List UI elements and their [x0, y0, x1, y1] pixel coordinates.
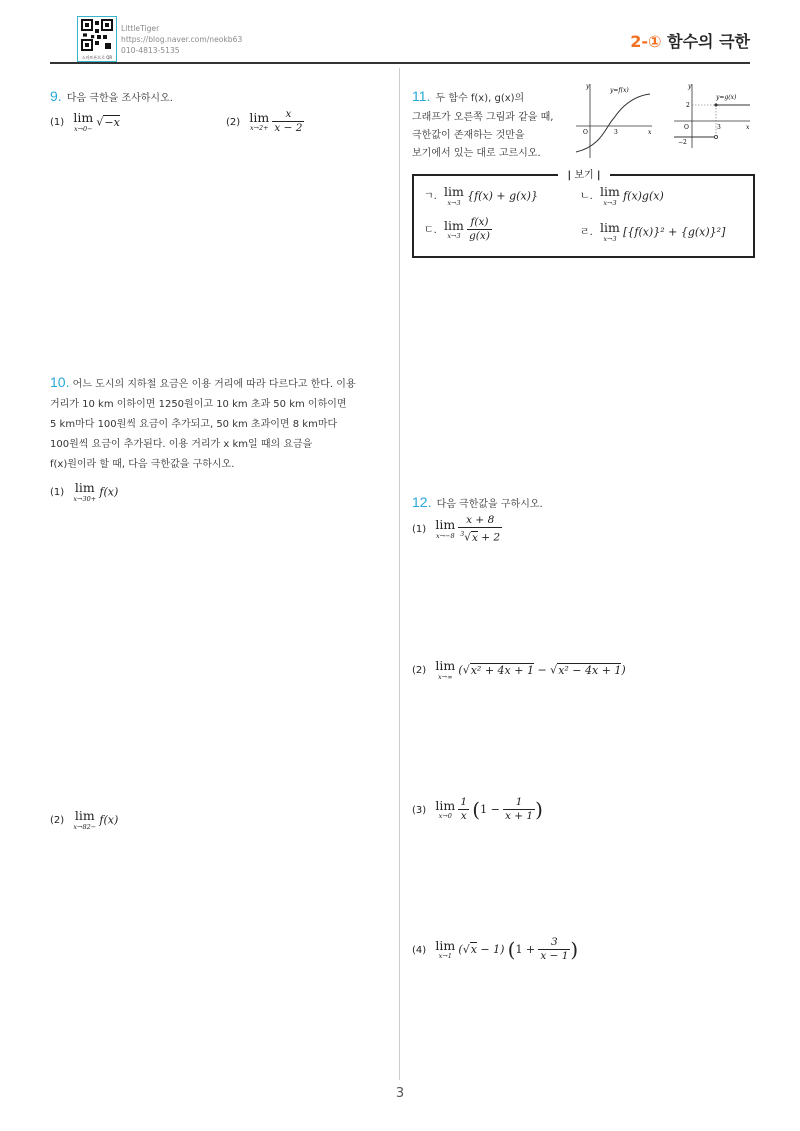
question-label: (1)	[412, 524, 427, 536]
graph-f	[572, 80, 658, 160]
problem-number: 10.	[50, 374, 70, 390]
brand-phone: 010-4813-5135	[121, 46, 180, 55]
fraction	[467, 216, 492, 243]
brand-url[interactable]: https://blog.naver.com/neokb63	[121, 35, 243, 44]
tick-3: 3	[717, 124, 721, 131]
problem-number: 9.	[50, 88, 62, 104]
question-label: (2)	[412, 665, 427, 676]
bogi-item-2	[580, 186, 664, 206]
question-label: (2)	[226, 116, 241, 128]
problem-line: f(x)원이라 할 때, 다음 극한값을 구하시오.	[50, 459, 235, 470]
limit-subscript: x→3	[447, 232, 461, 240]
problem-number: 11.	[412, 88, 431, 104]
root-index: 3	[460, 531, 465, 538]
limit-subscript: x→30+	[73, 494, 97, 503]
limit-subscript: x→2+	[249, 124, 269, 132]
limit-operator: lim x→3	[600, 184, 620, 207]
tick-2: 2	[686, 102, 690, 109]
limit-subscript: x→∞	[438, 672, 453, 681]
limit-operator: lim x→−8	[435, 517, 456, 540]
problem-12-q3: (3) lim x→0 $\frac{1}{x}$ (1 − $\frac{1}{x + 1}$ )	[412, 796, 543, 822]
bogi-item-4	[580, 222, 725, 242]
limit-subscript: x→1	[438, 952, 452, 960]
problem-text: 다음 극한을 조사하시오.	[66, 93, 173, 104]
limit-operator: lim x→1	[435, 937, 456, 960]
chapter-title: 함수의 극한	[667, 32, 750, 51]
qr-code-icon	[81, 19, 113, 51]
limit-subscript: x→3	[603, 234, 617, 243]
question-label: (4)	[412, 944, 427, 956]
limit-subscript: x→3	[603, 198, 617, 207]
limit-operator: lim x→3	[600, 220, 620, 243]
fraction-outer	[458, 796, 469, 823]
constant-term: 1 +	[515, 943, 536, 956]
problem-line: 5 km마다 100원씩 요금이 추가되고, 50 km 초과이면 8 km마다	[50, 419, 338, 430]
column-divider	[399, 68, 400, 1080]
fraction	[272, 108, 304, 135]
header-divider	[50, 62, 750, 64]
limit-subscript: x→0	[438, 812, 452, 820]
qr-caption: 스마트폰으로 QR	[81, 55, 113, 60]
g-curve-label: y=g(x)	[716, 94, 737, 101]
denominator: $^3$√x + 2	[460, 531, 501, 544]
problem-10-q2	[50, 810, 118, 830]
limit-operator: lim x→∞	[435, 658, 456, 681]
problem-9-q2	[226, 108, 304, 135]
qr-code	[77, 16, 117, 62]
radicand-a: x² + 4x + 1	[470, 663, 534, 677]
limit-expression: √−x	[96, 115, 120, 129]
problem-9-q1	[50, 112, 120, 132]
root-factor-rest: − 1)	[476, 943, 505, 956]
root-factor: (√x − 1)	[458, 943, 505, 956]
limit-operator: lim x→82−	[73, 808, 97, 831]
y-axis-label: y	[586, 83, 590, 90]
limit-operator: lim x→2+	[249, 109, 270, 132]
limit-expression: f(x)g(x)	[623, 189, 664, 203]
bogi-item-1	[424, 186, 538, 206]
denominator: x − 1	[540, 950, 569, 962]
denominator: x − 2	[274, 122, 303, 134]
item-mark: ㄷ.	[424, 224, 437, 236]
chapter-number: 2-①	[630, 32, 662, 51]
question-label: (1)	[50, 487, 65, 498]
limit-operator: lim x→3	[444, 184, 464, 207]
limit-operator: lim x→0	[435, 797, 456, 820]
question-label: (3)	[412, 804, 427, 816]
limit-operator: lim x→3	[444, 217, 464, 240]
problem-12-header	[412, 492, 543, 511]
denominator: x + 1	[505, 810, 534, 822]
problem-12-q4: (4) lim x→1 (√x − 1) (1 + $\frac{3}{x - 1}$ )	[412, 936, 579, 962]
fraction	[538, 936, 570, 963]
constant-term: 1 −	[480, 803, 500, 816]
problem-12-q2	[412, 660, 626, 680]
numerator: f(x)	[467, 216, 492, 230]
problem-number: 12.	[412, 494, 432, 510]
problem-line: 두 함수 f(x), g(x)의	[435, 93, 525, 104]
problem-11	[412, 86, 572, 163]
fraction	[458, 514, 502, 545]
bogi-item-3	[424, 216, 492, 243]
limit-expression: [{f(x)}² + {g(x)}²]	[623, 225, 726, 239]
chapter-heading	[630, 29, 750, 52]
minus-sign: −	[533, 663, 551, 677]
limit-operator: lim x→0−	[73, 110, 94, 133]
limit-expression: f(x)	[99, 485, 119, 499]
limit-subscript: x→0−	[73, 124, 93, 133]
limit-expression: {f(x) + g(x)}	[467, 189, 538, 203]
problem-line: 거리가 10 km 이하이면 1250원이고 10 km 초과 50 km 이하이면	[50, 399, 347, 410]
bogi-title-text: 보기	[574, 170, 594, 181]
radicand: −x	[104, 115, 120, 129]
problem-10	[50, 372, 390, 475]
bogi-title: | 보기 |	[558, 166, 610, 181]
limit-subscript: x→3	[447, 198, 461, 207]
page-number: 3	[395, 1086, 405, 1101]
y-axis-label: y	[688, 83, 692, 90]
numerator: 1	[503, 796, 535, 810]
radicand: x	[471, 531, 478, 544]
f-curve-label: y=f(x)	[610, 87, 629, 94]
problem-line: 100원씩 요금이 추가된다. 이용 거리가 x km일 때의 요금을	[50, 439, 313, 450]
problem-line: 어느 도시의 지하철 요금은 이용 거리에 따라 다르다고 한다. 이용	[72, 379, 356, 390]
denominator-rest: + 2	[477, 531, 501, 544]
numerator: x	[272, 108, 304, 122]
tick-3: 3	[614, 129, 618, 136]
numerator: 1	[460, 796, 468, 808]
question-label: (2)	[50, 815, 65, 826]
x-axis-label: x	[746, 124, 750, 131]
item-mark: ㄴ.	[580, 191, 593, 202]
denominator: g(x)	[469, 230, 490, 242]
radicand: x	[470, 943, 477, 956]
problem-line: 극한값이 존재하는 것만을	[412, 130, 525, 141]
brand-name: LittleTiger	[121, 24, 160, 33]
numerator: x + 8	[458, 514, 502, 528]
item-mark: ㄹ.	[580, 227, 593, 238]
limit-subscript: x→−8	[435, 531, 455, 540]
limit-expression: f(x)	[99, 813, 119, 827]
f-curve	[576, 94, 650, 152]
limit-operator: lim x→30+	[73, 480, 97, 503]
question-label: (1)	[50, 117, 65, 128]
origin-label: O	[684, 124, 689, 131]
problem-9-header	[50, 86, 173, 105]
tick-neg2: −2	[678, 139, 687, 146]
x-axis-label: x	[648, 129, 652, 136]
problem-line: 보기에서 있는 대로 고르시오.	[412, 148, 541, 159]
problem-10-q1	[50, 482, 118, 502]
origin-label: O	[583, 129, 588, 136]
limit-expression: (√x² + 4x + 1 − √x² − 4x + 1)	[458, 663, 626, 677]
brand-info	[121, 23, 242, 56]
radicand-b: x² − 4x + 1	[558, 663, 622, 677]
numerator: 3	[538, 936, 570, 950]
problem-line: 그래프가 오른쪽 그림과 같을 때,	[412, 112, 554, 123]
problem-text: 다음 극한값을 구하시오.	[436, 499, 543, 510]
graph-g	[670, 80, 754, 160]
denominator: x	[460, 810, 467, 822]
limit-subscript: x→82−	[73, 822, 97, 831]
problem-12-q1	[412, 514, 502, 545]
item-mark: ㄱ.	[424, 191, 437, 202]
fraction-inner	[503, 796, 535, 823]
